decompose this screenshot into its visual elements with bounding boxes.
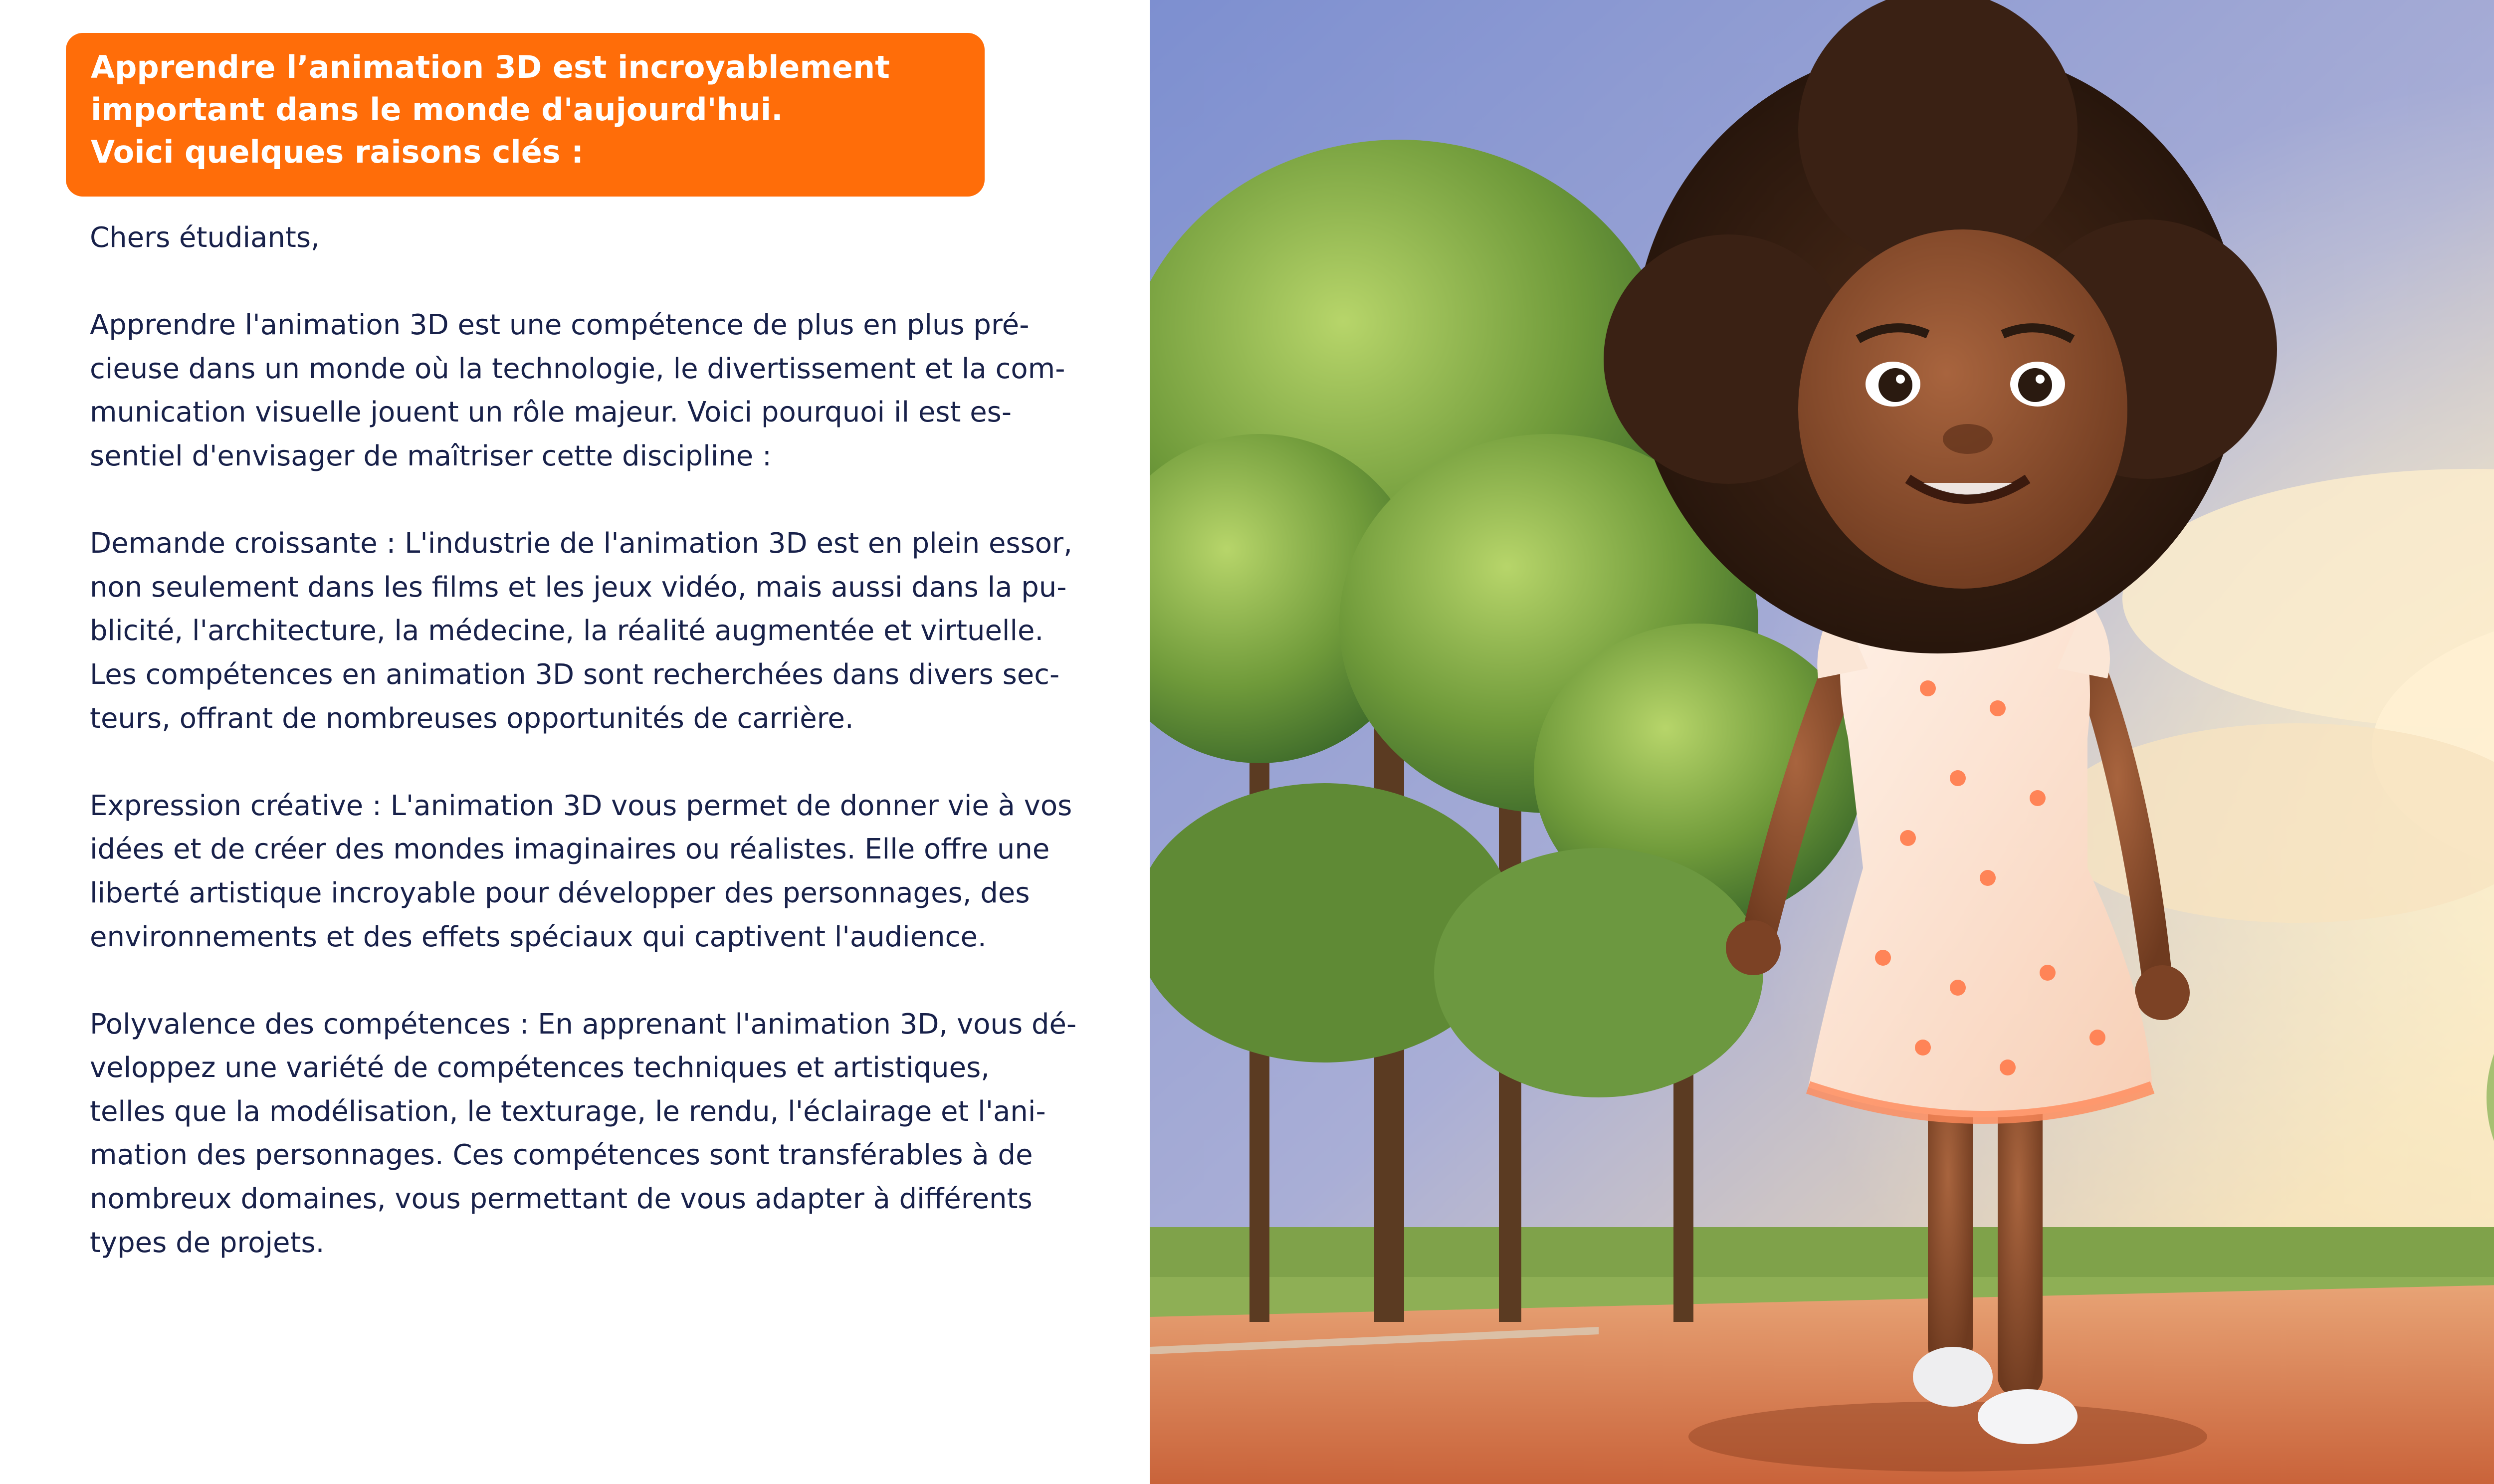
demand-line: non seulement dans les films et les jeux vidéo, mais aussi dans la pu- xyxy=(90,571,1067,604)
intro-line: sentiel d'envisager de maîtriser cette discipline : xyxy=(90,439,772,472)
versatility-line: mation des personnages. Ces compétences sont transférables à de xyxy=(90,1139,1033,1172)
intro-line: munication visuelle jouent un rôle majeur. Voici pourquoi il est es- xyxy=(90,396,1012,429)
creative-line: liberté artistique incroyable pour développer des personnages, des xyxy=(90,876,1030,909)
greeting-line: Chers étudiants, xyxy=(90,221,320,254)
intro-paragraph xyxy=(90,303,1112,478)
creative-line: environnements et des effets spéciaux qui captivent l'audience. xyxy=(90,920,987,953)
versatility-line: telles que la modélisation, le texturage, le rendu, l'éclairage et l'ani- xyxy=(90,1095,1046,1128)
text-panel xyxy=(0,0,1150,1484)
creative-paragraph xyxy=(90,784,1112,959)
intro-line: Apprendre l'animation 3D est une compétence de plus en plus pré- xyxy=(90,309,1030,342)
versatility-line: types de projets. xyxy=(90,1226,325,1259)
versatility-line: nombreux domaines, vous permettant de vous adapter à différents xyxy=(90,1183,1033,1216)
versatility-paragraph xyxy=(90,1003,1112,1265)
illustration-scene xyxy=(1150,0,2494,1484)
title-line-3: Voici quelques raisons clés : xyxy=(91,134,584,170)
versatility-line: Polyvalence des compétences : En apprenant l'animation 3D, vous dé- xyxy=(90,1008,1077,1041)
title-banner xyxy=(66,33,985,197)
letter-body xyxy=(90,216,1112,1308)
title-line-2: important dans le monde d'aujourd'hui. xyxy=(91,91,783,128)
creative-line: Expression créative : L'animation 3D vous permet de donner vie à vos xyxy=(90,789,1072,822)
demand-line: Les compétences en animation 3D sont recherchées dans divers sec- xyxy=(90,658,1060,691)
versatility-line: veloppez une variété de compétences techniques et artistiques, xyxy=(90,1052,990,1084)
creative-line: idées et de créer des mondes imaginaires ou réalistes. Elle offre une xyxy=(90,833,1050,866)
demand-paragraph xyxy=(90,522,1112,740)
intro-line: cieuse dans un monde où la technologie, le divertissement et la com- xyxy=(90,352,1065,385)
demand-line: Demande croissante : L'industrie de l'animation 3D est en plein essor, xyxy=(90,527,1072,560)
animated-girl-illustration xyxy=(1150,0,2494,1484)
greeting-paragraph xyxy=(90,216,1112,260)
demand-line: blicité, l'architecture, la médecine, la réalité augmentée et virtuelle. xyxy=(90,615,1044,647)
title-line-1: Apprendre l’animation 3D est incroyablement xyxy=(91,49,890,85)
demand-line: teurs, offrant de nombreuses opportunités de carrière. xyxy=(90,702,854,735)
